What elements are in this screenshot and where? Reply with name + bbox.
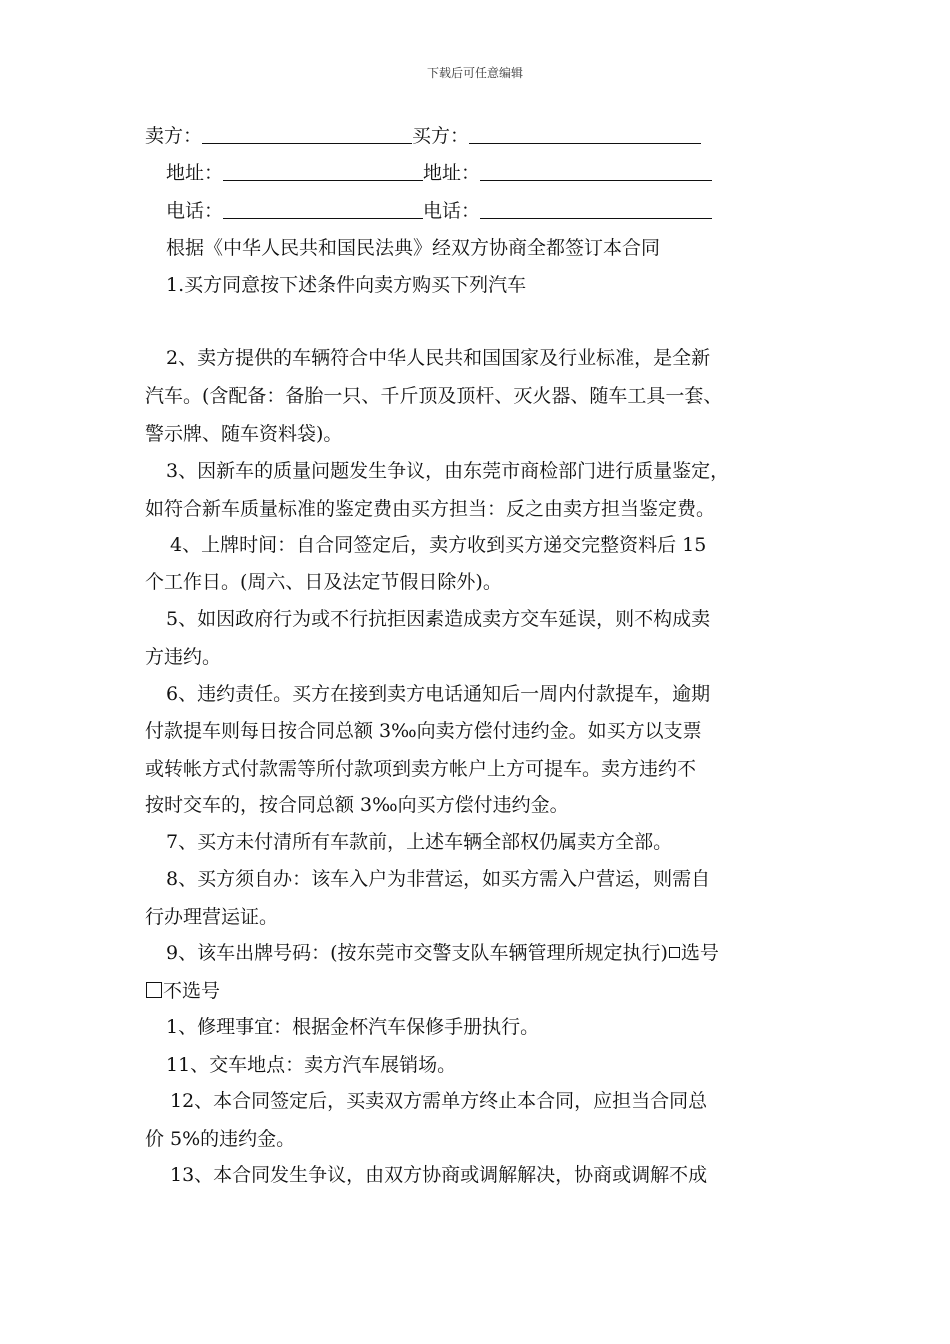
seller-phone-label: 电话： (166, 200, 224, 222)
buyer-address-blank[interactable] (480, 162, 712, 181)
contract-intro: 根据《中华人民共和国民法典》经双方协商全都签订本合同 (166, 237, 661, 259)
clause-3-line-1: 3、因新车的质量问题发生争议，由东莞市商检部门进行质量鉴定， (166, 460, 730, 482)
clause-6-line-3: 或转帐方式付款需等所付款项到卖方帐户上方可提车。卖方违约不 (145, 758, 697, 780)
clause-9-line-2 (145, 979, 220, 1003)
buyer-label: 买方： (412, 125, 470, 147)
clause-6-line-4: 按时交车的，按合同总额 3‰向买方偿付违约金。 (145, 794, 569, 816)
seller-address-blank[interactable] (223, 162, 423, 181)
clause-9-line-1 (166, 941, 719, 965)
buyer-phone-label: 电话： (423, 200, 481, 222)
address-line (166, 161, 712, 185)
clause-2-line-3: 警示牌、随车资料袋)。 (145, 423, 343, 445)
clause-9-text: 9、该车出牌号码：(按东莞市交警支队车辆管理所规定执行) (166, 942, 668, 964)
seller-label: 卖方： (145, 125, 203, 147)
choose-number-label: 选号 (680, 942, 719, 964)
clause-7: 7、买方未付清所有车款前，上述车辆全部权仍属卖方全部。 (166, 831, 673, 853)
clause-2-line-1: 2、卖方提供的车辆符合中华人民共和国国家及行业标准，是全新 (166, 347, 711, 369)
no-choose-number-checkbox[interactable] (146, 982, 162, 998)
no-choose-number-label: 不选号 (163, 980, 221, 1002)
clause-10: 1、修理事宜：根据金杯汽车保修手册执行。 (166, 1016, 540, 1038)
buyer-phone-blank[interactable] (480, 200, 712, 219)
seller-blank[interactable] (202, 125, 412, 144)
clause-13-line-1: 13、本合同发生争议，由双方协商或调解解决，协商或调解不成 (170, 1164, 708, 1186)
page-header-note: 下载后可任意编辑 (426, 66, 523, 80)
choose-number-checkbox[interactable] (669, 947, 680, 958)
clause-6-line-1: 6、违约责任。买方在接到卖方电话通知后一周内付款提车，逾期 (166, 683, 711, 705)
seller-buyer-line (145, 124, 701, 148)
clause-12-line-1: 12、本合同签定后，买卖双方需单方终止本合同，应担当合同总 (170, 1090, 708, 1112)
clause-2-line-2: 汽车。(含配备：备胎一只、千斤顶及顶杆、灭火器、随车工具一套、 (145, 385, 723, 407)
seller-phone-blank[interactable] (223, 200, 423, 219)
clause-4-line-1: 4、上牌时间：自合同签定后，卖方收到买方递交完整资料后 15 (170, 534, 707, 556)
clause-3-line-2: 如符合新车质量标准的鉴定费由买方担当：反之由卖方担当鉴定费。 (145, 498, 716, 520)
clause-4-line-2: 个工作日。(周六、日及法定节假日除外)。 (145, 571, 502, 593)
seller-address-label: 地址： (166, 162, 224, 184)
clause-1: 1.买方同意按下述条件向卖方购买下列汽车 (166, 274, 527, 296)
clause-5-line-1: 5、如因政府行为或不行抗拒因素造成卖方交车延误，则不构成卖 (166, 608, 711, 630)
clause-6-line-2: 付款提车则每日按合同总额 3‰向卖方偿付违约金。如买方以支票 (145, 720, 702, 742)
clause-12-line-2: 价 5%的违约金。 (145, 1128, 296, 1150)
phone-line (166, 199, 712, 223)
clause-8-line-1: 8、买方须自办：该车入户为非营运，如买方需入户营运，则需自 (166, 868, 711, 890)
clause-5-line-2: 方违约。 (145, 646, 222, 668)
buyer-address-label: 地址： (423, 162, 481, 184)
buyer-blank[interactable] (469, 125, 701, 144)
clause-11: 11、交车地点：卖方汽车展销场。 (166, 1054, 457, 1076)
clause-8-line-2: 行办理营运证。 (145, 906, 279, 928)
